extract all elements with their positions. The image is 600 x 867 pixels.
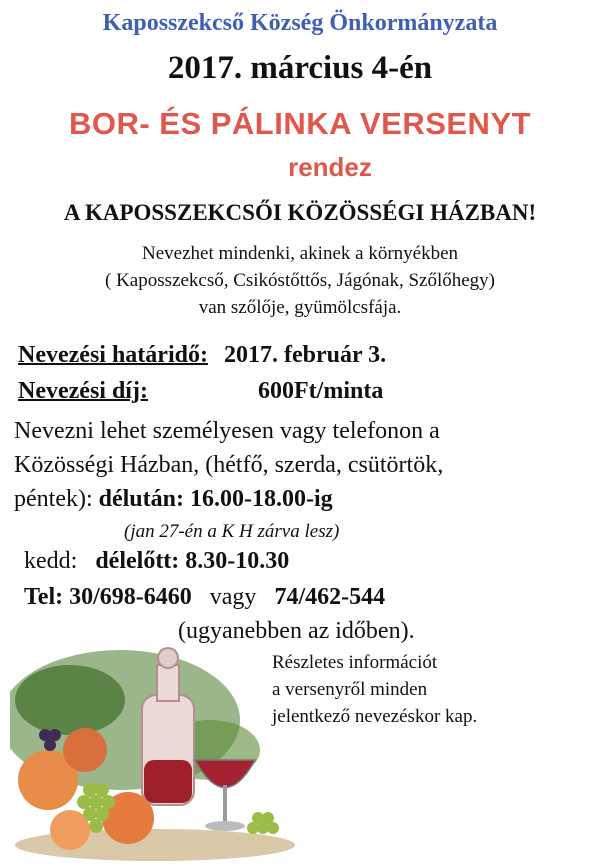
phone-primary: Tel: 30/698-6460 [24, 584, 192, 610]
decanter-stopper [158, 648, 178, 668]
registration-days-suffix: péntek): [14, 486, 99, 512]
afternoon-hours: délután: 16.00-18.00-ig [98, 486, 333, 512]
event-title: BOR- ÉS PÁLINKA VERSENYT [68, 106, 532, 141]
decanter-neck [157, 665, 179, 701]
deadline-label: Nevezési határidő: [18, 342, 208, 368]
venue-title: A KAPOSSZEKCSŐI KÖZÖSSÉGI HÁZBAN! [63, 200, 537, 225]
phone-or: vagy [209, 584, 257, 610]
leaves-shape [15, 665, 125, 735]
intro-line-1: Nevezhet mindenki, akinek a környékben [141, 243, 459, 264]
fee-row [18, 378, 148, 405]
info-line-1: Részletes információt [272, 652, 438, 673]
fee-value: 600Ft/minta [258, 378, 384, 404]
info-line-2: a versenyről minden [272, 679, 428, 700]
intro-line-3: van szőlője, gyümölcsfája. [198, 297, 402, 318]
tuesday-hours: délelőtt: 8.30-10.30 [95, 548, 290, 574]
tuesday-label: kedd: [24, 548, 78, 574]
event-date: 2017. március 4-én [167, 50, 433, 86]
wine-glass-stem [223, 785, 227, 825]
registration-line-2: Közösségi Házban, (hétfő, szerda, csütörtök, [14, 452, 444, 478]
deadline-row [18, 342, 386, 369]
event-verb: rendez [288, 152, 372, 182]
registration-line-1: Nevezni lehet személyesen vagy telefonon a [14, 418, 440, 444]
registration-line-3 [14, 486, 333, 513]
phone-row [24, 584, 385, 611]
wine-and-fruit-illustration [10, 640, 300, 862]
tuesday-row [24, 548, 289, 575]
wine-glass-base [205, 821, 245, 831]
intro-line-2: ( Kaposszekcső, Csikóstőttős, Jágónak, Szőlőhegy) [105, 270, 495, 291]
fee-label: Nevezési díj: [18, 378, 148, 404]
decanter-wine [144, 760, 192, 803]
closed-note: (jan 27-én a K H zárva lesz) [124, 521, 340, 542]
info-line-3: jelentkező nevezéskor kap. [272, 706, 478, 727]
organizer-title: Kaposszekcső Község Önkormányzata [102, 10, 498, 36]
phone-note: (ugyanebben az időben). [178, 618, 415, 644]
wine-glass [195, 760, 255, 788]
phone-secondary: 74/462-544 [274, 584, 386, 610]
peach-shape [63, 728, 107, 772]
deadline-value: 2017. február 3. [223, 342, 387, 368]
